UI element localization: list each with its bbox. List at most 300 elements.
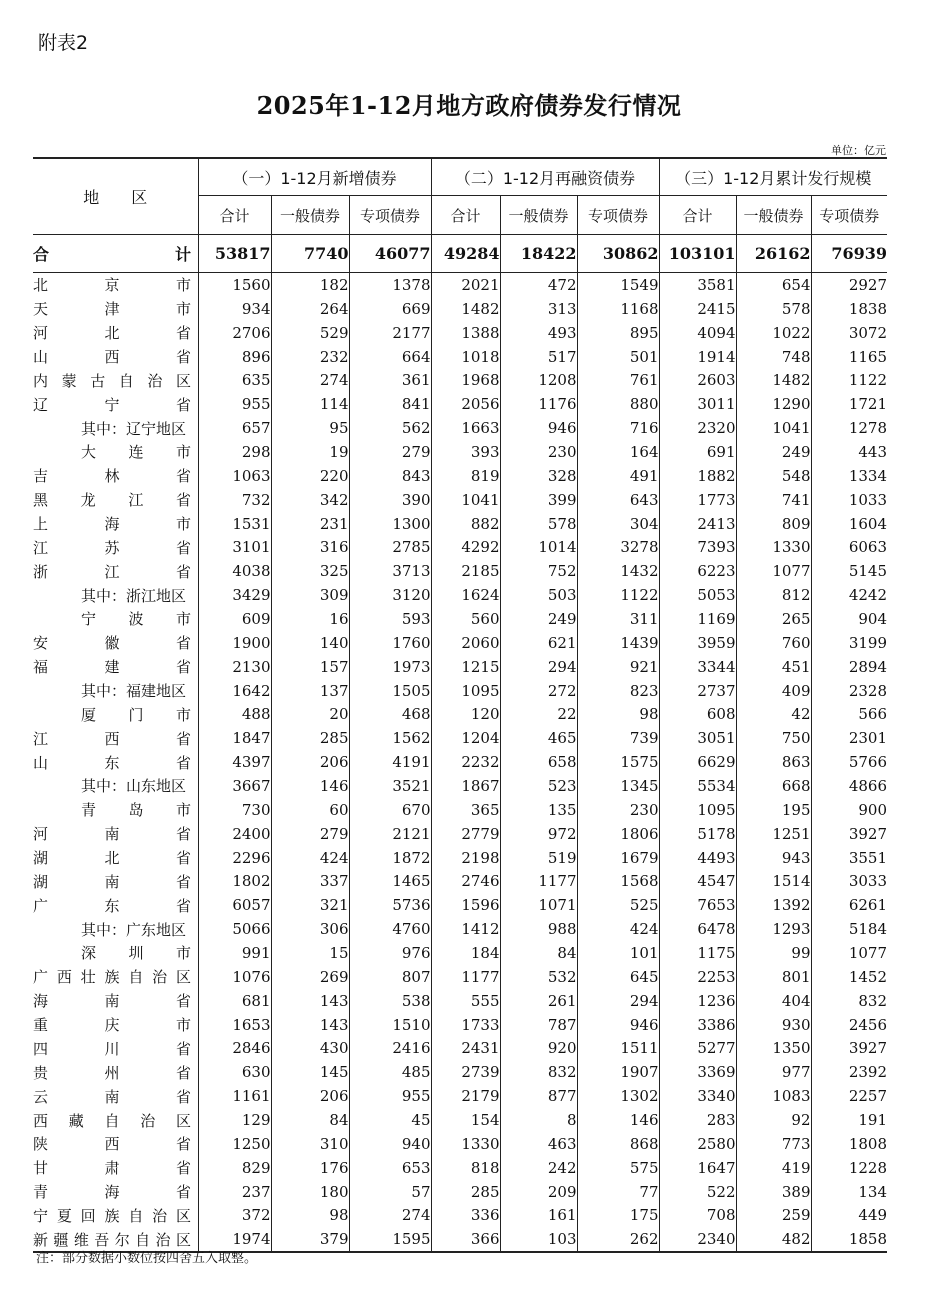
value-cell: 279	[349, 440, 431, 464]
table-row	[33, 679, 887, 703]
region-name-char: 连	[128, 443, 144, 462]
table-row	[33, 798, 887, 822]
value-cell: 1872	[349, 846, 431, 870]
region-name-char: 省	[175, 348, 191, 366]
value-cell: 1215	[431, 655, 500, 679]
value-cell: 272	[500, 679, 577, 703]
value-cell: 668	[736, 774, 811, 798]
table-row	[33, 273, 887, 297]
value-cell: 3927	[811, 822, 887, 846]
group-header-refinance: （二）1-12月再融资债券	[431, 158, 659, 196]
value-cell: 95	[271, 416, 349, 440]
value-cell: 1663	[431, 416, 500, 440]
value-cell: 1236	[659, 989, 736, 1013]
region-name-char: 省	[175, 1183, 191, 1202]
value-cell: 1511	[577, 1037, 659, 1061]
value-cell: 409	[736, 679, 811, 703]
value-cell: 946	[500, 416, 577, 440]
table-row	[33, 1013, 887, 1037]
value-cell: 1165	[811, 345, 887, 369]
value-cell: 6261	[811, 893, 887, 917]
region-name-char: 津	[104, 300, 120, 319]
region-name-text: 其中：广东地区	[81, 920, 187, 939]
total-cell: 30862	[577, 235, 659, 273]
value-cell: 525	[577, 893, 659, 917]
region-name	[33, 1204, 198, 1228]
value-cell: 1482	[736, 368, 811, 392]
region-name	[33, 559, 198, 583]
value-cell: 1482	[431, 297, 500, 321]
value-cell: 819	[431, 464, 500, 488]
value-cell: 294	[500, 655, 577, 679]
value-cell: 5766	[811, 750, 887, 774]
table-row	[33, 822, 887, 846]
region-name-char: 四	[33, 1039, 49, 1058]
region-name-text: 其中：辽宁地区	[81, 419, 187, 438]
value-cell: 900	[811, 798, 887, 822]
col-header: 专项债券	[349, 196, 431, 235]
value-cell: 468	[349, 702, 431, 726]
value-cell: 3011	[659, 392, 736, 416]
value-cell: 2301	[811, 726, 887, 750]
region-name-char: 自	[128, 968, 144, 987]
region-name-char: 市	[175, 276, 191, 295]
value-cell: 773	[736, 1132, 811, 1156]
total-cell: 46077	[349, 235, 431, 273]
value-cell: 1022	[736, 321, 811, 345]
col-header: 一般债券	[271, 196, 349, 235]
value-cell: 1290	[736, 392, 811, 416]
value-cell: 313	[500, 297, 577, 321]
region-name-char: 省	[175, 849, 191, 868]
value-cell: 325	[271, 559, 349, 583]
value-cell: 372	[198, 1204, 271, 1228]
table-row	[33, 941, 887, 965]
region-name	[33, 655, 198, 679]
value-cell: 1250	[198, 1132, 271, 1156]
value-cell: 645	[577, 965, 659, 989]
value-cell: 988	[500, 917, 577, 941]
col-header: 一般债券	[736, 196, 811, 235]
table-row	[33, 1180, 887, 1204]
value-cell: 1647	[659, 1156, 736, 1180]
value-cell: 366	[431, 1227, 500, 1252]
region-name	[33, 488, 198, 512]
value-cell: 7653	[659, 893, 736, 917]
table-row	[33, 965, 887, 989]
value-cell: 977	[736, 1060, 811, 1084]
region-name-char: 林	[104, 467, 120, 486]
value-cell: 818	[431, 1156, 500, 1180]
region-name-char: 徽	[104, 634, 120, 653]
value-cell: 691	[659, 440, 736, 464]
region-name-char: 自	[128, 1206, 144, 1225]
value-cell: 310	[271, 1132, 349, 1156]
value-cell: 2340	[659, 1227, 736, 1252]
region-name-char: 青	[81, 801, 97, 820]
region-name-char: 门	[128, 705, 144, 724]
region-name-char: 贵	[33, 1063, 49, 1082]
value-cell: 1882	[659, 464, 736, 488]
value-cell: 608	[659, 702, 736, 726]
region-name-char: 湖	[33, 872, 49, 891]
value-cell: 206	[271, 1084, 349, 1108]
value-cell: 424	[577, 917, 659, 941]
value-cell: 1907	[577, 1060, 659, 1084]
value-cell: 1806	[577, 822, 659, 846]
region-name-char: 新	[33, 1230, 49, 1249]
value-cell: 42	[736, 702, 811, 726]
value-cell: 523	[500, 774, 577, 798]
region-name-char: 上	[33, 515, 49, 534]
value-cell: 101	[577, 941, 659, 965]
value-cell: 1679	[577, 846, 659, 870]
table-row	[33, 297, 887, 321]
value-cell: 264	[271, 297, 349, 321]
value-cell: 262	[577, 1227, 659, 1252]
value-cell: 1653	[198, 1013, 271, 1037]
value-cell: 1900	[198, 631, 271, 655]
value-cell: 2060	[431, 631, 500, 655]
region-name-char: 庆	[104, 1016, 120, 1035]
value-cell: 1161	[198, 1084, 271, 1108]
region-name-char: 区	[175, 968, 191, 987]
value-cell: 2580	[659, 1132, 736, 1156]
value-cell: 1083	[736, 1084, 811, 1108]
value-cell: 20	[271, 702, 349, 726]
region-name-char: 市	[175, 801, 191, 820]
value-cell: 2185	[431, 559, 500, 583]
value-cell: 16	[271, 607, 349, 631]
value-cell: 761	[577, 368, 659, 392]
value-cell: 2056	[431, 392, 500, 416]
value-cell: 311	[577, 607, 659, 631]
value-cell: 5534	[659, 774, 736, 798]
value-cell: 45	[349, 1108, 431, 1132]
value-cell: 1914	[659, 345, 736, 369]
region-name-char: 波	[128, 610, 144, 629]
table-row	[33, 917, 887, 941]
table-row	[33, 989, 887, 1013]
value-cell: 404	[736, 989, 811, 1013]
region-name-char: 西	[56, 968, 72, 987]
total-section	[33, 235, 887, 273]
value-cell: 578	[500, 512, 577, 536]
value-cell: 519	[500, 846, 577, 870]
value-cell: 748	[736, 345, 811, 369]
total-cell: 49284	[431, 235, 500, 273]
region-name-char: 南	[104, 872, 120, 891]
table-row	[33, 1084, 887, 1108]
value-cell: 670	[349, 798, 431, 822]
group-header-cumulative: （三）1-12月累计发行规模	[659, 158, 887, 196]
value-cell: 1168	[577, 297, 659, 321]
value-cell: 316	[271, 535, 349, 559]
region-name-char: 山	[33, 753, 49, 772]
value-cell: 328	[500, 464, 577, 488]
value-cell: 4191	[349, 750, 431, 774]
value-cell: 2253	[659, 965, 736, 989]
value-cell: 175	[577, 1204, 659, 1228]
value-cell: 760	[736, 631, 811, 655]
value-cell: 943	[736, 846, 811, 870]
region-name-char: 省	[175, 658, 191, 677]
value-cell: 976	[349, 941, 431, 965]
value-cell: 157	[271, 655, 349, 679]
value-cell: 249	[736, 440, 811, 464]
table-row	[33, 1204, 887, 1228]
value-cell: 274	[271, 368, 349, 392]
value-cell: 5066	[198, 917, 271, 941]
region-name-char: 宁	[104, 395, 120, 414]
region-name-char: 南	[104, 992, 120, 1011]
value-cell: 424	[271, 846, 349, 870]
value-cell: 2198	[431, 846, 500, 870]
value-cell: 3927	[811, 1037, 887, 1061]
value-cell: 60	[271, 798, 349, 822]
value-cell: 4397	[198, 750, 271, 774]
value-cell: 3072	[811, 321, 887, 345]
table-row	[33, 846, 887, 870]
value-cell: 390	[349, 488, 431, 512]
value-cell: 191	[811, 1108, 887, 1132]
value-cell: 274	[349, 1204, 431, 1228]
value-cell: 1858	[811, 1227, 887, 1252]
region-name-char: 区	[175, 371, 191, 390]
value-cell: 2739	[431, 1060, 500, 1084]
region-name-char: 省	[175, 562, 191, 581]
value-cell: 140	[271, 631, 349, 655]
value-cell: 2927	[811, 273, 887, 297]
region-name-text: 其中：福建地区	[81, 682, 187, 701]
value-cell: 1169	[659, 607, 736, 631]
value-cell: 2328	[811, 679, 887, 703]
value-cell: 3033	[811, 869, 887, 893]
value-cell: 4094	[659, 321, 736, 345]
value-cell: 5736	[349, 893, 431, 917]
value-cell: 1760	[349, 631, 431, 655]
table-row	[33, 535, 887, 559]
region-name-char: 省	[175, 324, 191, 343]
value-cell: 664	[349, 345, 431, 369]
region-name-char: 市	[175, 705, 191, 724]
region-name-char: 回	[80, 1206, 96, 1225]
value-cell: 1549	[577, 273, 659, 297]
value-cell: 1330	[736, 535, 811, 559]
value-cell: 653	[349, 1156, 431, 1180]
region-name-char: 省	[175, 753, 191, 772]
value-cell: 15	[271, 941, 349, 965]
value-cell: 575	[577, 1156, 659, 1180]
table-row	[33, 869, 887, 893]
region-name-char: 天	[33, 300, 49, 319]
table-row	[33, 774, 887, 798]
value-cell: 1968	[431, 368, 500, 392]
region-name-char: 夏	[56, 1206, 72, 1225]
region-name-char: 省	[175, 729, 191, 748]
value-cell: 503	[500, 583, 577, 607]
value-cell: 2121	[349, 822, 431, 846]
value-cell: 1575	[577, 750, 659, 774]
value-cell: 269	[271, 965, 349, 989]
region-name	[33, 368, 198, 392]
value-cell: 231	[271, 512, 349, 536]
value-cell: 2415	[659, 297, 736, 321]
region-name	[33, 392, 198, 416]
value-cell: 562	[349, 416, 431, 440]
table-row	[33, 702, 887, 726]
value-cell: 681	[198, 989, 271, 1013]
region-name-char: 广	[33, 968, 49, 987]
value-cell: 2400	[198, 822, 271, 846]
region-name-char: 治	[140, 1111, 156, 1130]
value-cell: 4760	[349, 917, 431, 941]
value-cell: 1095	[431, 679, 500, 703]
value-cell: 232	[271, 345, 349, 369]
value-cell: 298	[198, 440, 271, 464]
value-cell: 1560	[198, 273, 271, 297]
value-cell: 393	[431, 440, 500, 464]
region-name-char: 治	[152, 1206, 168, 1225]
region-name-char: 省	[175, 896, 191, 915]
col-header: 合计	[198, 196, 271, 235]
value-cell: 868	[577, 1132, 659, 1156]
value-cell: 578	[736, 297, 811, 321]
value-cell: 548	[736, 464, 811, 488]
region-name-char: 广	[33, 896, 49, 915]
value-cell: 807	[349, 965, 431, 989]
region-name	[33, 1156, 198, 1180]
value-cell: 84	[271, 1108, 349, 1132]
value-cell: 154	[431, 1108, 500, 1132]
region-name	[33, 965, 198, 989]
value-cell: 2179	[431, 1084, 500, 1108]
value-cell: 1514	[736, 869, 811, 893]
value-cell: 399	[500, 488, 577, 512]
value-cell: 3199	[811, 631, 887, 655]
region-name-char: 市	[175, 610, 191, 629]
value-cell: 832	[811, 989, 887, 1013]
table-row	[33, 512, 887, 536]
value-cell: 430	[271, 1037, 349, 1061]
value-cell: 1077	[736, 559, 811, 583]
total-label-right: 计	[174, 245, 191, 264]
value-cell: 895	[577, 321, 659, 345]
value-cell: 2257	[811, 1084, 887, 1108]
value-cell: 555	[431, 989, 500, 1013]
region-name	[33, 512, 198, 536]
value-cell: 2431	[431, 1037, 500, 1061]
value-cell: 1773	[659, 488, 736, 512]
value-cell: 920	[500, 1037, 577, 1061]
region-name-char: 区	[175, 1206, 191, 1225]
region-name-char: 北	[104, 324, 120, 343]
value-cell: 654	[736, 273, 811, 297]
value-cell: 904	[811, 607, 887, 631]
value-cell: 92	[736, 1108, 811, 1132]
value-cell: 1721	[811, 392, 887, 416]
value-cell: 1175	[659, 941, 736, 965]
value-cell: 1808	[811, 1132, 887, 1156]
region-name-char: 云	[33, 1087, 49, 1106]
value-cell: 566	[811, 702, 887, 726]
region-name-char: 东	[104, 753, 120, 772]
region-name-char: 省	[175, 1087, 191, 1106]
value-cell: 2177	[349, 321, 431, 345]
value-cell: 2846	[198, 1037, 271, 1061]
value-cell: 1122	[577, 583, 659, 607]
table-row	[33, 392, 887, 416]
value-cell: 1452	[811, 965, 887, 989]
region-name-char: 市	[175, 1016, 191, 1035]
region-name-char: 川	[104, 1039, 120, 1058]
value-cell: 801	[736, 965, 811, 989]
value-cell: 843	[349, 464, 431, 488]
value-cell: 1041	[431, 488, 500, 512]
value-cell: 946	[577, 1013, 659, 1037]
value-cell: 3551	[811, 846, 887, 870]
value-cell: 2232	[431, 750, 500, 774]
value-cell: 3667	[198, 774, 271, 798]
region-name	[33, 822, 198, 846]
value-cell: 164	[577, 440, 659, 464]
value-cell: 1412	[431, 917, 500, 941]
region-name-char: 族	[104, 1206, 120, 1225]
value-cell: 1208	[500, 368, 577, 392]
region-name	[33, 1060, 198, 1084]
table-row	[33, 583, 887, 607]
value-cell: 532	[500, 965, 577, 989]
region-name-char: 江	[128, 491, 144, 510]
region-name	[33, 607, 198, 631]
region-name-char: 吉	[33, 467, 49, 486]
value-cell: 501	[577, 345, 659, 369]
region-name-char: 陕	[33, 1135, 49, 1154]
value-cell: 443	[811, 440, 887, 464]
region-name-text: 其中：浙江地区	[81, 586, 187, 605]
value-cell: 488	[198, 702, 271, 726]
value-cell: 1733	[431, 1013, 500, 1037]
value-cell: 517	[500, 345, 577, 369]
region-name	[33, 1132, 198, 1156]
value-cell: 336	[431, 1204, 500, 1228]
region-name-char: 治	[155, 1230, 171, 1249]
value-cell: 1432	[577, 559, 659, 583]
value-cell: 6478	[659, 917, 736, 941]
region-name-char: 省	[175, 825, 191, 844]
region-name-char: 省	[175, 1063, 191, 1082]
value-cell: 2296	[198, 846, 271, 870]
region-name-char: 大	[81, 443, 97, 462]
value-cell: 621	[500, 631, 577, 655]
region-name-char: 省	[175, 1159, 191, 1178]
table-row	[33, 1132, 887, 1156]
value-cell: 2416	[349, 1037, 431, 1061]
value-cell: 1176	[500, 392, 577, 416]
value-cell: 7393	[659, 535, 736, 559]
value-cell: 832	[500, 1060, 577, 1084]
value-cell: 209	[500, 1180, 577, 1204]
region-name-char: 省	[175, 395, 191, 414]
value-cell: 3369	[659, 1060, 736, 1084]
page-title: 2025年1-12月地方政府债券发行情况	[256, 91, 682, 120]
value-cell: 1293	[736, 917, 811, 941]
total-label-left: 合	[33, 245, 50, 264]
table-row	[33, 631, 887, 655]
value-cell: 1330	[431, 1132, 500, 1156]
unit-label: 单位：亿元	[831, 144, 886, 157]
value-cell: 1392	[736, 893, 811, 917]
